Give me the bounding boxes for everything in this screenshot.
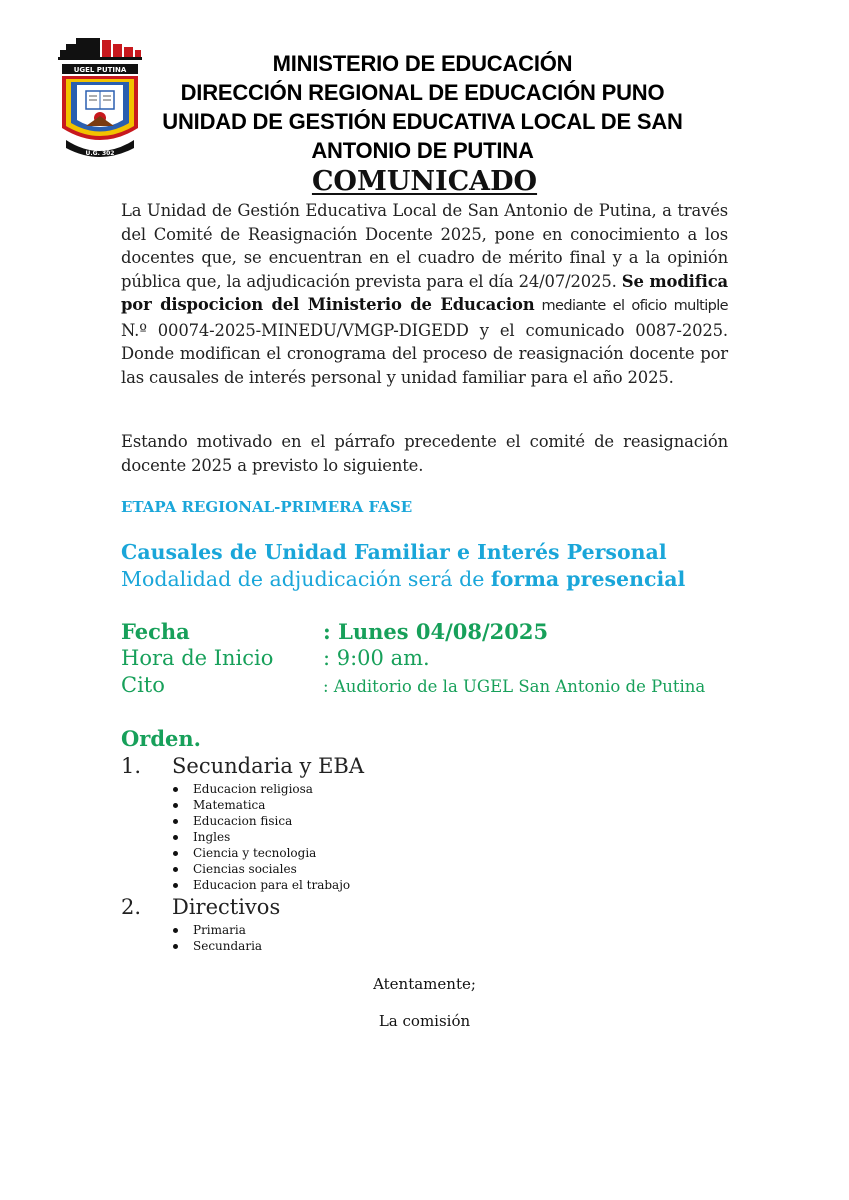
orden-group-secundaria bbox=[121, 754, 721, 779]
header-line-ugel: UNIDAD DE GESTIÓN EDUCATIVA LOCAL DE SAN bbox=[162, 109, 683, 134]
orden-group-directivos bbox=[121, 895, 721, 920]
schedule-cito bbox=[121, 672, 705, 700]
causales-block bbox=[121, 539, 685, 593]
closing-regards: Atentamente; bbox=[373, 975, 476, 993]
group-title: Directivos bbox=[172, 895, 281, 919]
list-item: Educacion religiosa bbox=[173, 781, 721, 797]
intro-text-a: La Unidad de Gestión Educativa Local de San Antonio de Putina, a través del Comité de Reasignación Docente 2025, pone en conocimiento a los docentes que, se encuentran en el cuadro de mérito final y a la opinión pública que, la adjudicación prevista para el día 24/07/2025. bbox=[121, 201, 728, 291]
logo-base-text: U.G. 302 bbox=[85, 150, 115, 157]
group-number: 1. bbox=[121, 754, 142, 778]
list-item: Primaria bbox=[173, 922, 721, 938]
modalidad-bold: forma presencial bbox=[490, 567, 686, 591]
list-item: Matematica bbox=[173, 797, 721, 813]
closing-signature: La comisión bbox=[378, 1012, 471, 1030]
causales-title: Causales de Unidad Familiar e Interés Personal bbox=[121, 540, 667, 564]
header-line-putina: ANTONIO DE PUTINA bbox=[311, 138, 534, 163]
group-title: Secundaria y EBA bbox=[172, 754, 365, 778]
header-line-regional: DIRECCIÓN REGIONAL DE EDUCACIÓN PUNO bbox=[180, 80, 665, 105]
list-item: Ciencias sociales bbox=[173, 861, 721, 877]
paragraph-motive: Estando motivado en el párrafo precedente el comité de reasignación docente 2025 a previsto lo siguiente. bbox=[121, 432, 728, 475]
secundaria-courses bbox=[121, 781, 721, 893]
document-title: COMUNICADO bbox=[311, 166, 538, 197]
fecha-value: : Lunes 04/08/2025 bbox=[323, 619, 549, 644]
list-item: Educacion para el trabajo bbox=[173, 877, 721, 893]
intro-text-b: mediante el oficio multiple bbox=[534, 298, 728, 314]
intro-text-bold: Se modifica por dispocicion del Ministerio de Educacion bbox=[121, 271, 728, 314]
orden-heading: Orden. bbox=[121, 726, 201, 751]
logo-band-text: UGEL PUTINA bbox=[73, 66, 127, 74]
list-item: Ciencia y tecnologia bbox=[173, 845, 721, 861]
cito-label: Cito bbox=[121, 673, 165, 697]
header-line-ministry: MINISTERIO DE EDUCACIÓN bbox=[272, 51, 573, 76]
intro-text-c: N.º 00074-2025-MINEDU/VMGP-DIGEDD y el comunicado 0087-2025. Donde modifican el cronograma del proceso de reasignación docente por las causales de interés personal y unidad familiar para el año 2025. bbox=[121, 320, 728, 387]
cito-value: : Auditorio de la UGEL San Antonio de Putina bbox=[323, 677, 706, 696]
hora-value: : 9:00 am. bbox=[323, 646, 430, 670]
ugel-logo bbox=[56, 36, 144, 164]
list-item: Secundaria bbox=[173, 938, 721, 954]
list-item: Educacion fisica bbox=[173, 813, 721, 829]
directivos-levels bbox=[121, 922, 721, 954]
stage-heading: ETAPA REGIONAL-PRIMERA FASE bbox=[121, 498, 413, 516]
hora-label: Hora de Inicio bbox=[121, 646, 274, 670]
schedule-fecha bbox=[121, 618, 548, 645]
paragraph-intro bbox=[121, 199, 728, 389]
modalidad-text: Modalidad de adjudicación será de bbox=[121, 567, 491, 591]
list-item: Ingles bbox=[173, 829, 721, 845]
orden-list bbox=[121, 754, 721, 954]
group-number: 2. bbox=[121, 895, 142, 919]
schedule-hora bbox=[121, 645, 430, 672]
institution-header bbox=[150, 49, 695, 165]
fecha-label: Fecha bbox=[121, 619, 190, 644]
